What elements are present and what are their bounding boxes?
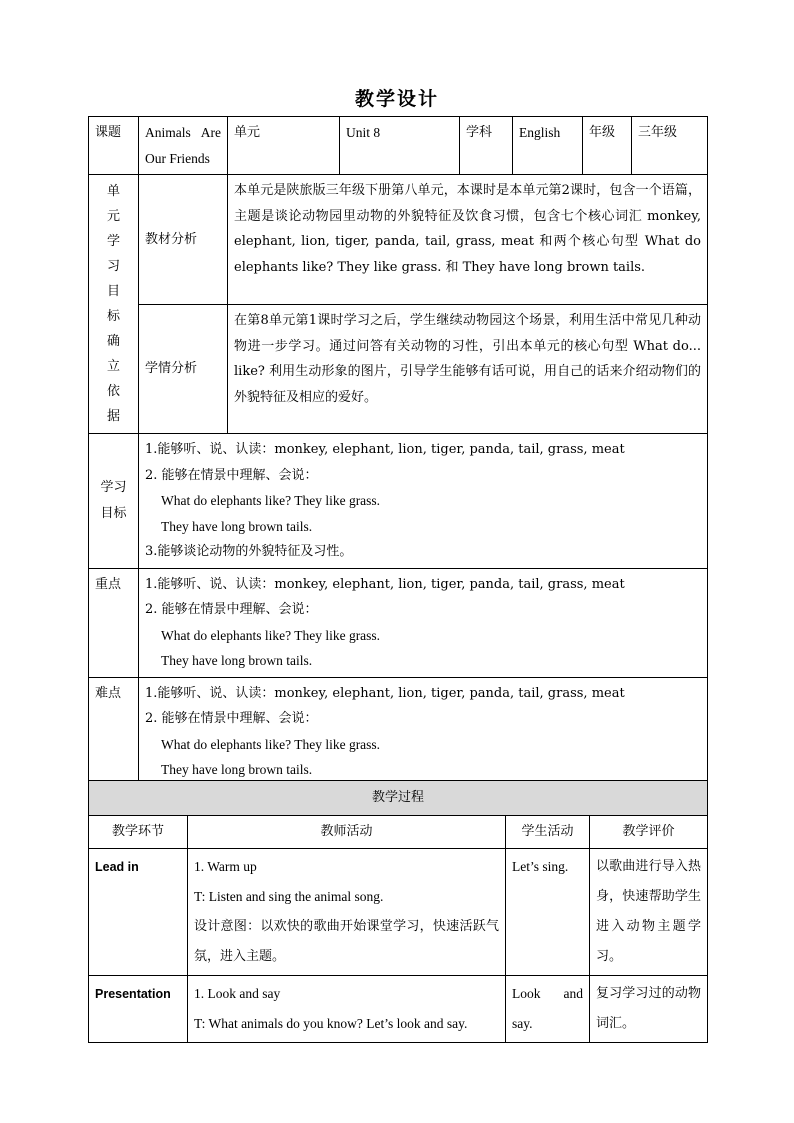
info-row [89,117,708,175]
difficulties-line-4: They have long brown tails. [161,762,313,777]
evaluation-presentation: 复习学习过的动物词汇。 [590,976,708,1043]
objectives-line-1: 1.能够听、说、认读：monkey, elephant, lion, tiger, panda, tail, grass, meat [145,442,625,457]
textbook-label: 教材分析 [139,175,228,305]
stage-presentation: Presentation [89,976,188,1043]
objectives-row [89,434,708,569]
subject-label: 学科 [460,117,513,175]
difficulties-line-3: What do elephants like? They like grass. [161,736,381,752]
objectives-line-4: They have long brown tails. [161,518,313,534]
stage-lead-in: Lead in [89,849,188,976]
lesson-info-table [88,116,708,812]
col-evaluation: 教学评价 [590,816,708,849]
document-title: 教学设计 [354,88,439,110]
process-heading-row [89,781,708,816]
difficulties-label: 难点 [89,677,139,812]
objectives-line-3: What do elephants like? They like grass. [161,493,381,508]
teacher-line: 设计意图：以欢快的歌曲开始课堂学习，快速活跃气氛，进入主题。 [194,919,499,964]
teacher-line: 1. Warm up [194,859,257,874]
subject-value: English [513,117,583,175]
unit-value: Unit 8 [340,117,460,175]
teacher-activity-presentation [188,976,506,1043]
key-points-label: 重点 [89,568,139,677]
key-points-line-4: They have long brown tails. [161,653,313,668]
evaluation-lead-in: 以歌曲进行导入热身，快速帮助学生进入动物主题学习。 [590,849,708,976]
unit-label: 单元 [228,117,340,175]
topic-value: Animals Are Our Friends [139,117,228,175]
student-analysis-row [89,305,708,434]
difficulties-line-2: 2. 能够在情景中理解、会说： [145,711,318,726]
teacher-line: T: What animals do you know? Let’s look and say. [194,1016,468,1031]
objectives-line-2: 2. 能够在情景中理解、会说： [145,467,318,483]
teacher-line: T: Listen and sing the animal song. [194,889,384,904]
key-points-line-2: 2. 能够在情景中理解、会说： [145,602,318,617]
students-text: 在第8单元第1课时学习之后，学生继续动物园这个场景，利用生活中常见几种动物进一步学习。通过问答有关动物的习性，引出本单元的核心句型 What do... like? 利用生动形象的图片，引导学生能够有话可说，用自己的话来介绍动物们的外貌特征及相应的爱好。 [228,305,708,434]
objectives-content [139,434,708,569]
col-teacher: 教师活动 [188,816,506,849]
grade-label: 年级 [583,117,632,175]
objectives-label [89,434,139,569]
difficulties-line-1: 1.能够听、说、认读：monkey, elephant, lion, tiger, panda, tail, grass, meat [145,685,625,701]
key-points-line-3: What do elephants like? They like grass. [161,627,381,643]
topic-label: 课题 [89,117,139,175]
col-student: 学生活动 [506,816,590,849]
teaching-process-table [88,780,708,1043]
teacher-line: 1. Look and say [194,986,281,1001]
key-points-row [89,568,708,677]
student-activity-presentation: Look and say. [506,976,590,1043]
objectives-label-text: 学习目标 [100,480,127,521]
process-heading: 教学过程 [89,781,708,816]
students-label: 学情分析 [139,305,228,434]
student-activity-lead-in: Let’s sing. [506,849,590,976]
process-columns-row [89,816,708,849]
col-stage: 教学环节 [89,816,188,849]
process-row-presentation [89,976,708,1043]
objectives-line-5: 3.能够谈论动物的外貌特征及习性。 [145,544,353,559]
key-points-content [139,568,708,677]
process-row-lead-in [89,849,708,976]
basis-vertical-text: 单元学习目标确立依据 [106,184,120,424]
key-points-line-1: 1.能够听、说、认读：monkey, elephant, lion, tiger, panda, tail, grass, meat [145,576,625,592]
textbook-analysis-row [89,175,708,305]
basis-label [89,175,139,434]
grade-value: 三年级 [632,117,708,175]
teacher-activity-lead-in [188,849,506,976]
textbook-text: 本单元是陕旅版三年级下册第八单元，本课时是本单元第2课时，包含一个语篇，主题是谈论动物园里动物的外貌特征及饮食习惯，包含七个核心词汇 monkey, elephant, lion, tiger, panda, tail, grass, meat 和两个核心句型 What do elephants like? They like grass. 和 They have long brown tails. [228,175,708,305]
